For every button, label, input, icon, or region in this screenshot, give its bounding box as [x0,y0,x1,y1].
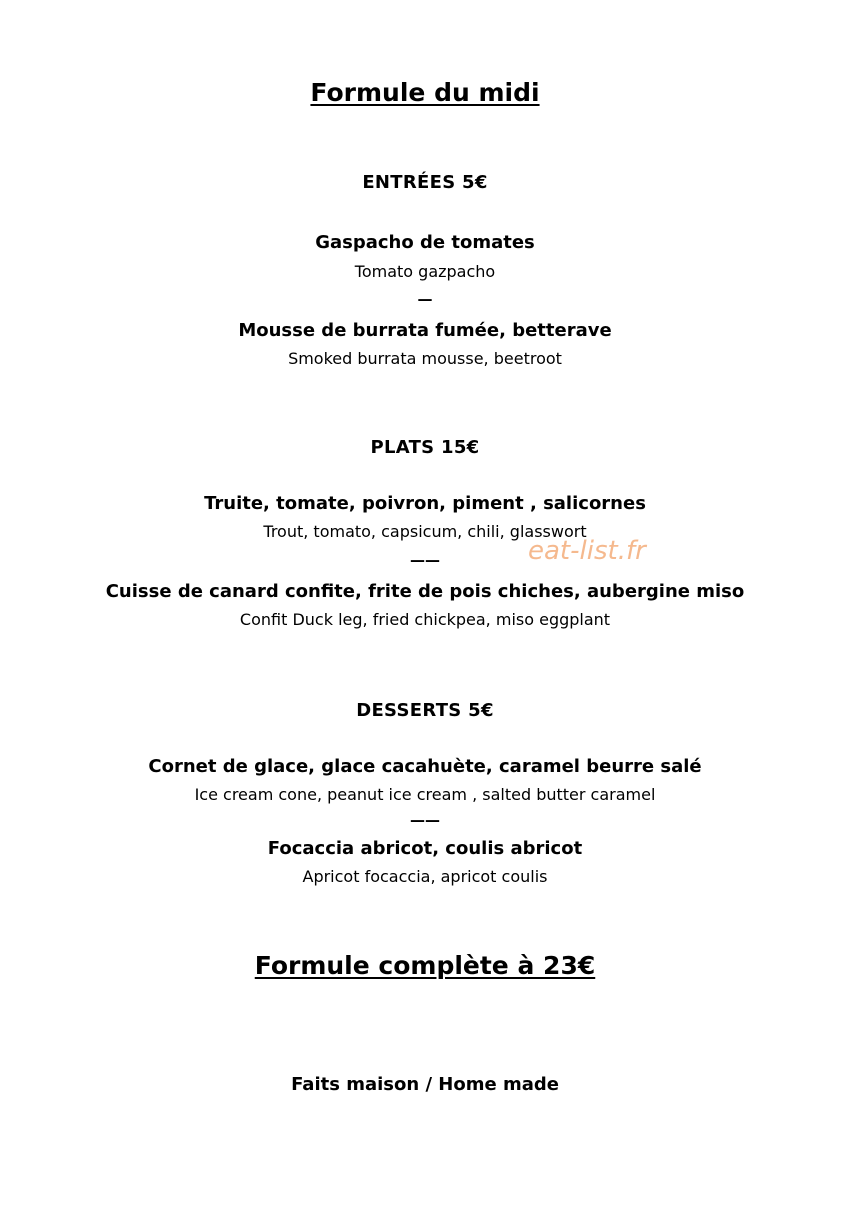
menu-title: Formule du midi [310,78,540,107]
section-heading-entrees: ENTRÉES 5€ [362,172,488,193]
dish-name: Gaspacho de tomates [315,232,535,253]
dish-translation: Trout, tomato, capsicum, chili, glasswort [263,522,587,541]
dish-name: Truite, tomate, poivron, piment , salicornes [204,493,646,514]
dish-name: Cornet de glace, glace cacahuète, caramel beurre salé [148,756,702,777]
homemade-note: Faits maison / Home made [291,1074,559,1095]
complete-formula: Formule complète à 23€ [254,951,596,980]
dish-separator: —— [410,811,440,829]
dish-translation: Smoked burrata mousse, beetroot [288,349,562,368]
watermark: eat-list.fr [528,536,646,566]
dish-name: Cuisse de canard confite, frite de pois chiches, aubergine miso [105,581,745,602]
dish-separator: — [417,290,433,308]
dish-name: Mousse de burrata fumée, betterave [238,320,612,341]
dish-separator: —— [410,551,440,569]
dish-translation: Ice cream cone, peanut ice cream , salted butter caramel [194,785,656,804]
dish-translation: Tomato gazpacho [354,262,496,281]
dish-name: Focaccia abricot, coulis abricot [267,838,583,859]
dish-translation: Apricot focaccia, apricot coulis [302,867,548,886]
dish-translation: Confit Duck leg, fried chickpea, miso eggplant [239,610,611,629]
section-heading-desserts: DESSERTS 5€ [356,700,494,721]
section-heading-plats: PLATS 15€ [370,437,480,458]
